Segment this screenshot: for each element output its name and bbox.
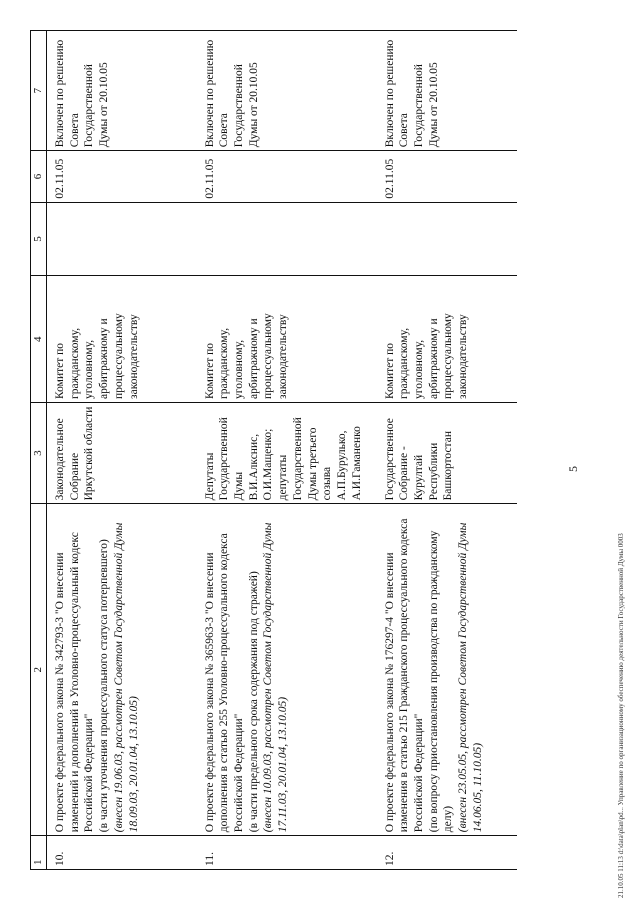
header-col-7: 7 [31, 31, 47, 151]
bill-title: О проекте федерального закона № 365963-3 "О внесении дополнения в статью 255 Уголовно-процессуального кодекса Российской Федерации" [203, 533, 245, 833]
inclusion-note: Включен по решению Совета Государственной Думы от 20.10.05 [47, 31, 197, 151]
bill-dates: (внесен 19.06.03, рассмотрен Советом Государственной Думы 18.09.03, 20.01.04, 13.10.05) [112, 522, 140, 833]
bill-description [377, 504, 517, 836]
header-col-2: 2 [31, 504, 47, 836]
bill-note: (в части уточнения процессуального статуса потерпевшего) [98, 539, 111, 833]
header-col-5: 5 [31, 202, 47, 276]
responsible-committee: Комитет по гражданскому, уголовному, арбитражному и процессуальному законодательству [47, 276, 197, 402]
row-number: 11. [197, 836, 377, 870]
bill-note: (в части предельного срока содержания под стражей) [247, 571, 260, 833]
header-col-4: 4 [31, 276, 47, 402]
date-value: 02.11.05 [47, 151, 197, 202]
responsible-committee: Комитет по гражданскому, уголовному, арбитражному и процессуальному законодательству [377, 276, 517, 402]
bill-note: (по вопросу приостановления производства по гражданскому делу) [427, 530, 455, 833]
col-5-value [377, 202, 517, 276]
date-value: 02.11.05 [197, 151, 377, 202]
inclusion-note: Включен по решению Совета Государственной Думы от 20.10.05 [197, 31, 377, 151]
bill-dates: (внесен 10.09.03, рассмотрен Советом Государственной Думы 17.11.03, 20.01.04, 13.10.05) [262, 522, 290, 833]
bill-title: О проекте федерального закона № 176297-4 "О внесении изменения в статью 215 Гражданского процессуального кодекса Российской Федерации" [383, 518, 425, 833]
row-number: 12. [377, 836, 517, 870]
col-5-value [197, 202, 377, 276]
bill-description [197, 504, 377, 836]
print-footer: 21.10.05 11:13 d:\data\plan\pd... Управление по организационному обеспечению деятельности Государственной Думы 0003 [617, 533, 625, 898]
table-row [47, 31, 197, 870]
table-row [197, 31, 377, 870]
header-col-3: 3 [31, 402, 47, 503]
inclusion-note: Включен по решению Совета Государственной Думы от 20.10.05 [377, 31, 517, 151]
header-col-6: 6 [31, 151, 47, 202]
page-number: 5 [566, 466, 580, 472]
bill-author: Законодательное Собрание Иркутской области [47, 402, 197, 503]
responsible-committee: Комитет по гражданскому, уголовному, арбитражному и процессуальному законодательству [197, 276, 377, 402]
table-header-row [31, 31, 47, 870]
bill-description [47, 504, 197, 836]
agenda-table [30, 30, 517, 870]
col-5-value [47, 202, 197, 276]
bill-author: Депутаты Государственной Думы В.И.Алкснис, О.И.Мащенко; депутаты Государственной Думы третьего созыва А.П.Бурулько, А.И.Гаманенко [197, 402, 377, 503]
header-col-1: 1 [31, 836, 47, 870]
bill-dates: (внесен 23.05.05, рассмотрен Советом Государственной Думы 14.06.05, 11.10.05) [457, 522, 484, 833]
row-number: 10. [47, 836, 197, 870]
bill-author: Государственное Собрание - Курултай Республики Башкортостан [377, 402, 517, 503]
table-row [377, 31, 517, 870]
date-value: 02.11.05 [377, 151, 517, 202]
bill-title: О проекте федерального закона № 342793-3 "О внесении изменений и дополнений в Уголовно-процессуальный кодекс Российской Федерации" [54, 532, 96, 833]
